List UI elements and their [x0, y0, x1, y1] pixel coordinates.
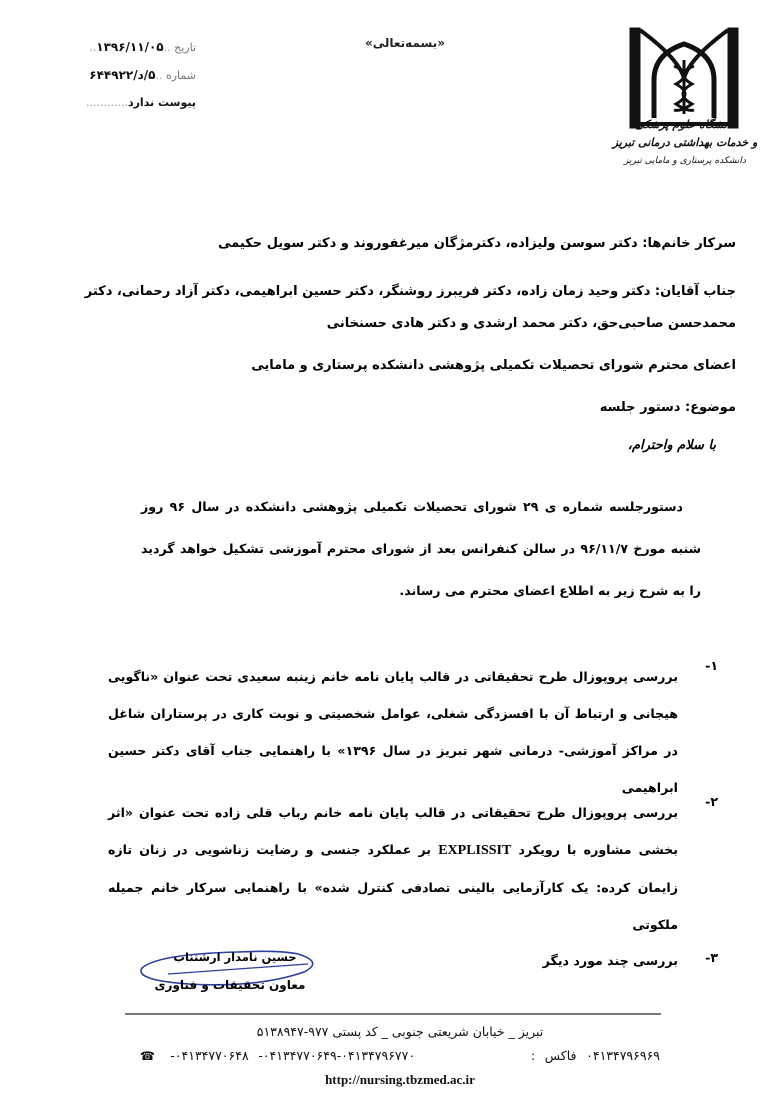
agenda-item-2 — [108, 794, 718, 943]
footer-contacts — [140, 1048, 660, 1063]
recipients-council: اعضای محترم شورای تحصیلات تکمیلی پژوهشی دانشکده پرستاری و مامایی — [251, 358, 736, 373]
logo-caption-1: دانشگاه علوم پزشکی — [635, 118, 735, 131]
agenda-number: ۳- — [705, 950, 718, 965]
left-pillar — [630, 28, 640, 128]
footer-divider — [125, 1013, 661, 1015]
dots: .. — [163, 41, 171, 54]
right-pillar — [728, 28, 738, 128]
recipients-gentlemen-line2: محمدحسن صاحبی‌حق، دکتر محمد ارشدی و دکتر هادی حسنخانی — [326, 316, 736, 331]
agenda-text: بررسی چند مورد دیگر — [542, 953, 678, 968]
date-line — [89, 40, 196, 54]
agenda-text — [108, 794, 678, 943]
footer-address: تبریز _ خیابان شریعتی جنوبی _ کد پستی ۹۷۷-۵۱۳۸۹۴۷ — [256, 1024, 544, 1039]
logo-caption-2: و خدمات بهداشتی درمانی تبریز — [612, 136, 758, 149]
intro-paragraph: دستورجلسه شماره ی ۲۹ شورای تحصیلات تکمیلی پژوهشی دانشکده در سال ۹۶ روز شنبه مورخ ۹۶/۱۱/۷ در سالن کنفرانس بعد از شورای محترم آموزشی تشکیل خواهد گردید را به شرح زیر به اطلاع اعضای محترم می رساند. — [141, 499, 702, 598]
date-value: ۱۳۹۶/۱۱/۰۵ — [96, 40, 164, 54]
agenda-number: ۲- — [705, 794, 718, 809]
phone-numbers: ۰۴۱۳۴۷۹۶۷۷۰-۰۴۱۳۴۷۷۰۶۴۹- ۰۴۱۳۴۷۷۰۶۴۸- — [170, 1048, 416, 1063]
attachment-line — [86, 96, 196, 109]
dots: .. — [89, 41, 97, 54]
logo-caption-3: دانشکده پرستاری و مامایی تبریز — [624, 156, 746, 166]
bismillah: «بسمه‌تعالی» — [365, 36, 445, 50]
agenda-number: ۱- — [705, 658, 718, 673]
number-line — [89, 68, 196, 82]
agenda-text-before: بررسی پروپوزال طرح تحقیقاتی در قالب پایان نامه خانم رباب قلی زاده تحت عنوان «اثر بخشی مشاوره با رویکرد — [108, 805, 678, 857]
website-link[interactable]: http://nursing.tbzmed.ac.ir — [325, 1072, 475, 1087]
fax-number: ۰۴۱۳۴۷۹۶۹۶۹ — [586, 1048, 660, 1063]
fax-label: فاکس : — [530, 1048, 577, 1063]
agenda-latin-term: EXPLISSIT — [438, 843, 512, 858]
agenda-text-after: بر عملکرد جنسی و رضایت زناشویی در زنان تازه زایمان کرده: یک کارآزمایی بالینی تصادفی کنترل شده» با راهنمایی سرکار خانم جمیله ملکوتی — [108, 842, 678, 932]
dots: .. — [155, 69, 163, 82]
agenda-item-1 — [108, 658, 718, 806]
telephone-icon: ☎ — [140, 1049, 161, 1063]
date-label: تاریخ — [174, 41, 196, 54]
subject: موضوع: دستور جلسه — [599, 400, 736, 415]
signatory-name: حسین نامدار ارشتناب — [173, 950, 297, 964]
recipients-gentlemen-line1: جناب آقایان: دکتر وحید زمان زاده، دکتر فریبرز روشنگر، دکتر حسین ابراهیمی، دکتر آزاد رحمانی، دکتر — [84, 284, 736, 299]
caduceus-icon — [674, 60, 694, 114]
number-value: ۵/د/۶۴۴۹۲۲ — [89, 68, 156, 82]
signatory-title: معاون تحقیقات و فناوری — [154, 978, 306, 992]
attachment-text: پیوست ندارد — [127, 96, 196, 109]
greeting: با سلام واحترام، — [627, 438, 716, 453]
agenda-text: بررسی پروپوزال طرح تحقیقاتی در قالب پایان نامه خانم زینبه سعیدی تحت عنوان «ناگویی هیجانی و ارتباط آن با افسزدگی شغلی، عوامل شخصیتی و نوبت کاری در پرستاران شاغل در مراکز آموزشی- درمانی شهر تبریز در سال ۱۳۹۶» با راهنمایی جناب آقای دکتر حسین ابراهیمی — [108, 669, 678, 795]
dots: ............ — [85, 96, 128, 109]
number-label: شماره — [165, 69, 196, 82]
recipients-ladies: سرکار خانم‌ها: دکتر سوسن ولیزاده، دکترمژگان میرغفوروند و دکتر سویل حکیمی — [218, 236, 736, 251]
